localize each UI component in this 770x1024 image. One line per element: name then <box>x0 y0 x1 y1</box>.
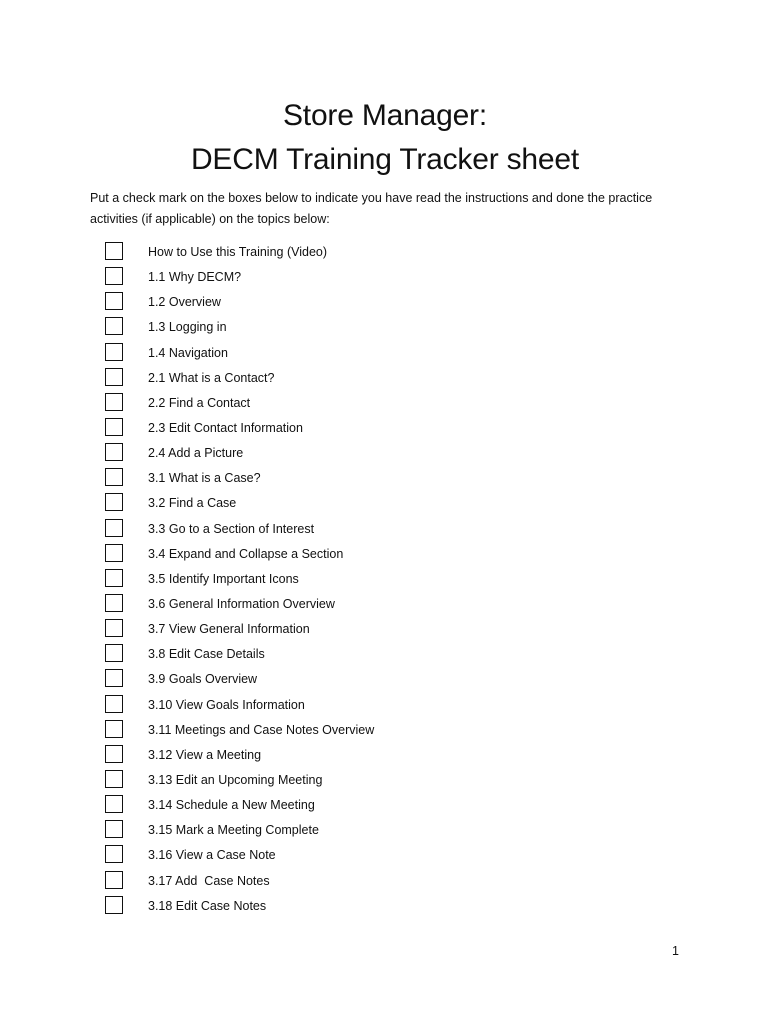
checklist-item <box>0 768 770 793</box>
checkbox[interactable] <box>105 519 123 537</box>
checklist-item-label: 3.5 Identify Important Icons <box>148 571 299 586</box>
checklist-item-label: 2.2 Find a Contact <box>148 395 251 410</box>
checklist-item-label: 3.18 Edit Case Notes <box>148 898 267 913</box>
checkbox[interactable] <box>105 845 123 863</box>
checklist-item <box>0 592 770 617</box>
checkbox[interactable] <box>105 720 123 738</box>
checkbox[interactable] <box>105 292 123 310</box>
checklist-item-label: 1.1 Why DECM? <box>148 270 242 285</box>
checklist-item-label: 1.3 Logging in <box>148 320 227 335</box>
checklist-item-label: 2.3 Edit Contact Information <box>148 420 303 435</box>
checklist-item-label: 3.4 Expand and Collapse a Section <box>148 546 344 561</box>
checkbox[interactable] <box>105 594 123 612</box>
checkbox[interactable] <box>105 242 123 260</box>
checkbox[interactable] <box>105 317 123 335</box>
checklist-item-label: 3.12 View a Meeting <box>148 747 262 762</box>
checklist-item-label: 3.8 Edit Case Details <box>148 647 265 662</box>
checklist-item <box>0 818 770 843</box>
checkbox[interactable] <box>105 343 123 361</box>
checklist-item <box>0 843 770 868</box>
checklist-item-label: 3.2 Find a Case <box>148 496 237 511</box>
checkbox[interactable] <box>105 468 123 486</box>
checklist-item-label: 3.1 What is a Case? <box>148 471 261 486</box>
checklist-item <box>0 567 770 592</box>
checklist-item <box>0 491 770 516</box>
title-line-1: Store Manager: <box>283 99 487 132</box>
instructions-text: Put a check mark on the boxes below to indicate you have read the instructions and done the practice activities (if applicable) on the topics below: <box>90 191 653 226</box>
checklist-item-label: 3.9 Goals Overview <box>148 672 258 687</box>
checklist-item-label: 3.7 View General Information <box>148 622 310 637</box>
checkbox[interactable] <box>105 368 123 386</box>
checkbox[interactable] <box>105 418 123 436</box>
checkbox[interactable] <box>105 770 123 788</box>
checklist-item <box>0 718 770 743</box>
checklist-item-label: 3.10 View Goals Information <box>148 697 305 712</box>
checkbox[interactable] <box>105 896 123 914</box>
checklist-item-label: 3.6 General Information Overview <box>148 596 335 611</box>
checklist-item <box>0 642 770 667</box>
checklist-item <box>0 793 770 818</box>
checkbox[interactable] <box>105 820 123 838</box>
checkbox[interactable] <box>105 669 123 687</box>
checkbox[interactable] <box>105 745 123 763</box>
checklist-item-label: 1.4 Navigation <box>148 345 228 360</box>
checklist-item <box>0 894 770 919</box>
checklist-item <box>0 240 770 265</box>
checkbox[interactable] <box>105 695 123 713</box>
checklist-item-label: 3.17 Add Case Notes <box>148 873 270 888</box>
checklist-item-label: How to Use this Training (Video) <box>148 245 328 259</box>
checklist-item <box>0 416 770 441</box>
checklist-item <box>0 466 770 491</box>
checklist-item-label: 3.15 Mark a Meeting Complete <box>148 823 319 838</box>
checkbox[interactable] <box>105 544 123 562</box>
checkbox[interactable] <box>105 443 123 461</box>
checklist-item <box>0 542 770 567</box>
checklist-item <box>0 869 770 894</box>
checkbox[interactable] <box>105 619 123 637</box>
checklist-item <box>0 743 770 768</box>
checklist-item-label: 2.1 What is a Contact? <box>148 370 275 385</box>
checkbox[interactable] <box>105 795 123 813</box>
checkbox[interactable] <box>105 267 123 285</box>
checklist-item <box>0 667 770 692</box>
checklist-item <box>0 517 770 542</box>
page-number: 1 <box>672 944 679 958</box>
checklist-item <box>0 341 770 366</box>
checklist-item-label: 3.11 Meetings and Case Notes Overview <box>148 722 375 737</box>
checkbox[interactable] <box>105 871 123 889</box>
checklist-item-label: 3.16 View a Case Note <box>148 848 276 863</box>
checkbox[interactable] <box>105 393 123 411</box>
checklist-item <box>0 693 770 718</box>
checklist-item <box>0 290 770 315</box>
checklist-item-label: 1.2 Overview <box>148 295 221 310</box>
checklist-item <box>0 265 770 290</box>
checkbox[interactable] <box>105 644 123 662</box>
checklist-item-label: 2.4 Add a Picture <box>148 446 244 461</box>
checklist-item-label: 3.14 Schedule a New Meeting <box>148 798 315 813</box>
title-line-2: DECM Training Tracker sheet <box>190 143 580 176</box>
checklist-item-label: 3.13 Edit an Upcoming Meeting <box>148 772 323 787</box>
checklist-item-label: 3.3 Go to a Section of Interest <box>148 521 315 536</box>
checklist-item <box>0 617 770 642</box>
topic-checklist <box>0 240 770 919</box>
checklist-item <box>0 315 770 340</box>
checklist-item <box>0 441 770 466</box>
checkbox[interactable] <box>105 569 123 587</box>
checkbox[interactable] <box>105 493 123 511</box>
checklist-item <box>0 391 770 416</box>
checklist-item <box>0 366 770 391</box>
